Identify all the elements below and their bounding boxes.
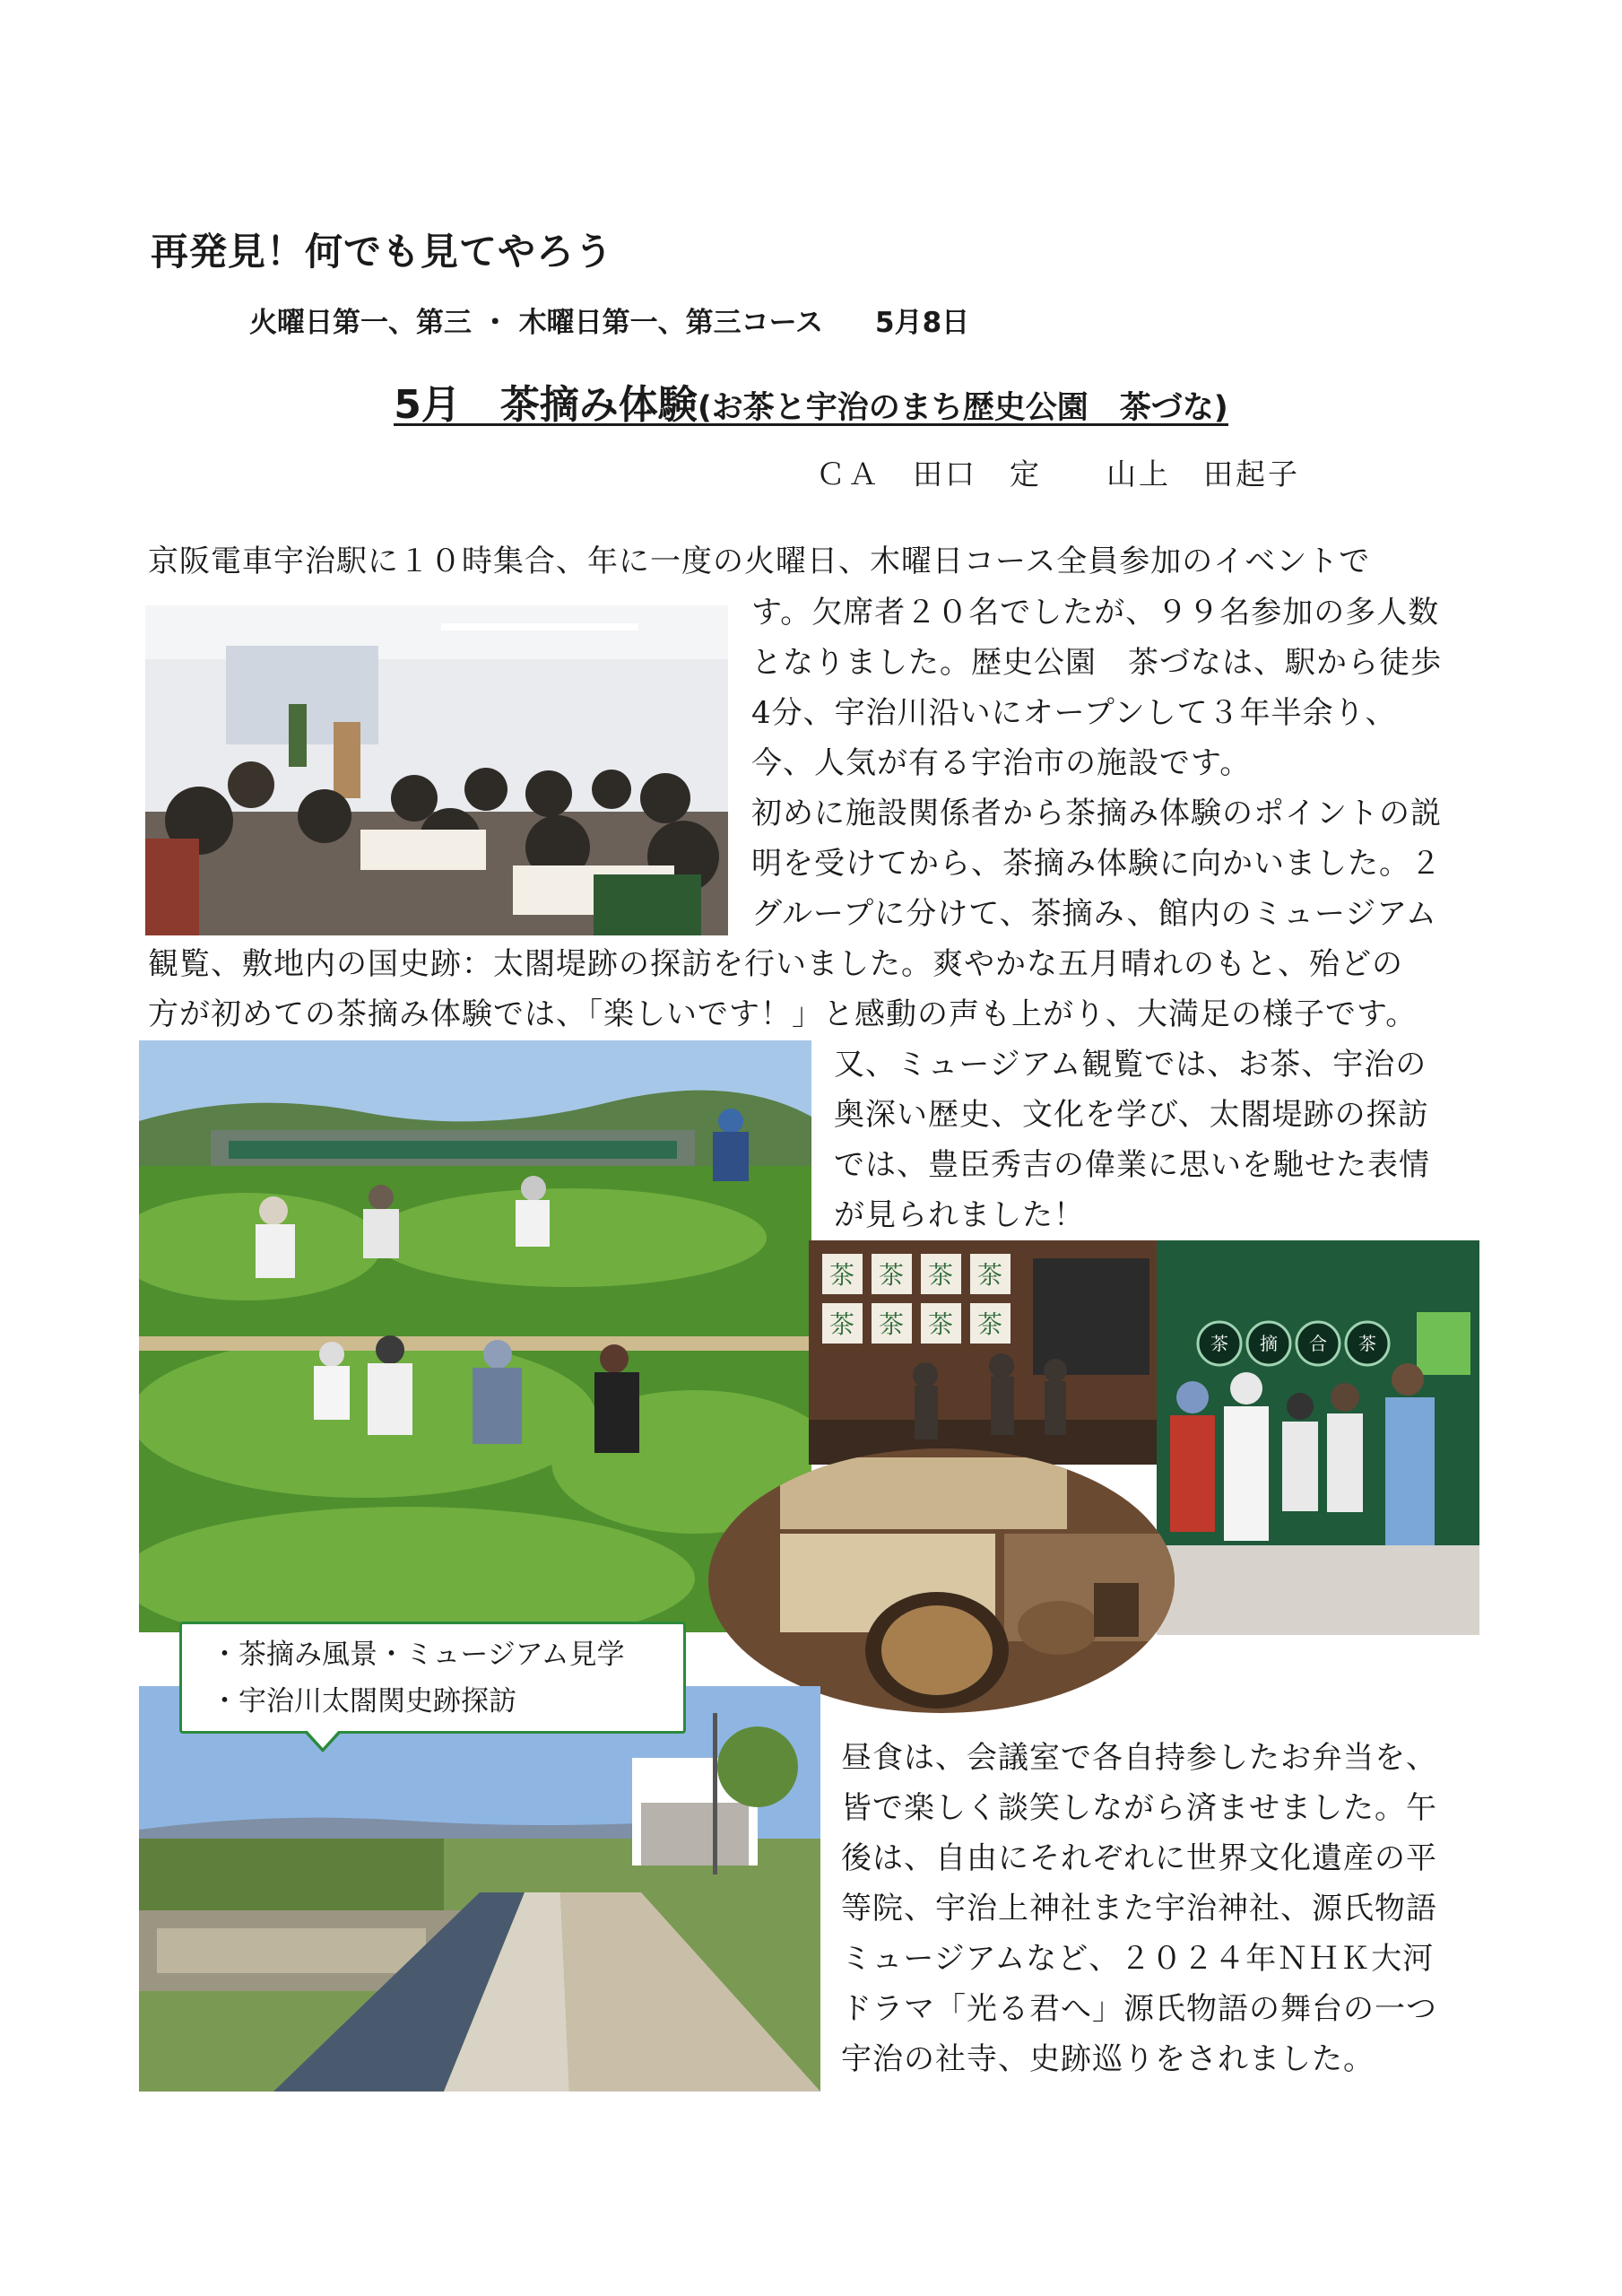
riverside-site-photo bbox=[139, 1686, 820, 2092]
text-line: 後は、自由にそれぞれに世界文化遺産の平 bbox=[841, 1840, 1437, 1876]
museum-sign: 茶 bbox=[828, 1309, 855, 1339]
caption-line: ・茶摘み風景・ミュージアム見学 bbox=[211, 1639, 625, 1671]
museum-sign: 茶 bbox=[878, 1309, 905, 1339]
text-line: 観覧、敷地内の国史跡：太閤堤跡の探訪を行いました。爽やかな五月晴れのもと、殆どの bbox=[148, 946, 1403, 982]
museum-sign: 茶 bbox=[976, 1260, 1003, 1290]
title-place: (お茶と宇治のまち歴史公園 茶づな) bbox=[697, 390, 1228, 426]
museum-sign: 茶 bbox=[927, 1260, 954, 1290]
text-line: 初めに施設関係者から茶摘み体験のポイントの説 bbox=[751, 796, 1442, 831]
title-main: 茶摘み体験 bbox=[499, 382, 698, 428]
exhibit-sign: 合 bbox=[1309, 1333, 1327, 1354]
caption-pointer-fill bbox=[306, 1729, 340, 1748]
text-line: 京阪電車宇治駅に１０時集合、年に一度の火曜日、木曜日コース全員参加のイベントで bbox=[148, 544, 1371, 579]
article-title bbox=[0, 372, 1622, 430]
museum-sign: 茶 bbox=[828, 1260, 855, 1290]
exhibit-photo bbox=[1157, 1240, 1479, 1635]
text-line: 又、ミュージアム観覧では、お茶、宇治の bbox=[834, 1047, 1427, 1083]
text-line: 奥深い歴史、文化を学び、太閤堤跡の探訪 bbox=[834, 1097, 1429, 1133]
text-line: 方が初めての茶摘み体験では、「楽しいです！」と感動の声も上がり、大満足の様子です。 bbox=[148, 996, 1418, 1032]
page-heading: 再発見！何でも見てやろう bbox=[151, 230, 614, 274]
photo-caption bbox=[179, 1622, 686, 1734]
text-line: ドラマ「光る君へ」源氏物語の舞台の一つ bbox=[841, 1991, 1437, 2027]
text-line: が見られました！ bbox=[834, 1197, 1085, 1233]
text-line: 等院、宇治上神社また宇治神社、源氏物語 bbox=[841, 1891, 1437, 1926]
museum-wall-photo bbox=[809, 1240, 1172, 1465]
lecture-room-photo bbox=[145, 605, 728, 935]
text-line: となりました。歴史公園 茶づなは、駅から徒歩 bbox=[751, 645, 1442, 681]
course-name: 火曜日第一、第三 ・ 木曜日第一、第三コース bbox=[249, 307, 824, 339]
text-line: 4分、宇治川沿いにオープンして３年半余り、 bbox=[751, 695, 1397, 731]
text-line: 明を受けてから、茶摘み体験に向かいました。２ bbox=[751, 846, 1442, 882]
historical-exhibit-photo bbox=[708, 1448, 1175, 1713]
title-month: 5月 bbox=[394, 382, 461, 428]
exhibit-sign: 茶 bbox=[1210, 1333, 1228, 1354]
event-date: 5月8日 bbox=[875, 307, 970, 339]
text-line: グループに分けて、茶摘み、館内のミュージアム bbox=[751, 896, 1437, 932]
tea-picking-photo bbox=[139, 1040, 811, 1632]
text-line: 宇治の社寺、史跡巡りをされました。 bbox=[841, 2041, 1375, 2077]
exhibit-sign: 摘 bbox=[1260, 1333, 1278, 1354]
text-line: 今、人気が有る宇治市の施設です。 bbox=[751, 745, 1252, 781]
text-line: ミュージアムなど、２０２４年ＮＨＫ大河 bbox=[841, 1941, 1435, 1977]
course-line bbox=[249, 300, 969, 340]
caption-line: ・宇治川太閤関史跡探訪 bbox=[211, 1685, 516, 1718]
museum-sign: 茶 bbox=[976, 1309, 1003, 1339]
authors: ＣＡ 田口 定 山上 田起子 bbox=[816, 457, 1300, 491]
text-line: 皆で楽しく談笑しながら済ませました。午 bbox=[841, 1790, 1437, 1826]
text-line: では、豊臣秀吉の偉業に思いを馳せた表情 bbox=[834, 1147, 1430, 1183]
text-line: す。欠席者２０名でしたが、９９名参加の多人数 bbox=[751, 595, 1440, 631]
museum-sign: 茶 bbox=[927, 1309, 954, 1339]
museum-sign: 茶 bbox=[878, 1260, 905, 1290]
exhibit-sign: 茶 bbox=[1358, 1333, 1376, 1354]
text-line: 昼食は、会議室で各自持参したお弁当を、 bbox=[841, 1740, 1437, 1776]
